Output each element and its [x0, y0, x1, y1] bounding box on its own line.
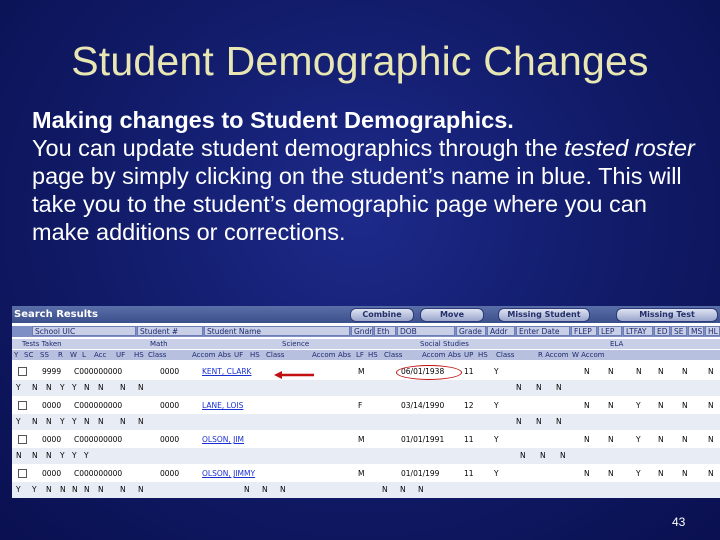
sub-column-header[interactable]: HS — [478, 351, 488, 359]
move-button[interactable]: Move — [420, 308, 484, 322]
flag: N — [636, 367, 642, 376]
col-school-uic[interactable]: School UIC — [32, 326, 136, 336]
test-flag: Y — [72, 417, 77, 426]
row-checkbox[interactable] — [18, 435, 27, 444]
table-row-tests — [12, 482, 720, 498]
col-se[interactable]: SE — [671, 326, 687, 336]
test-flag: N — [540, 451, 546, 460]
body-text-emphasis: tested roster — [564, 135, 695, 161]
table-row-tests — [12, 448, 720, 464]
flag: N — [682, 401, 688, 410]
section-science: Science — [282, 340, 310, 348]
school-uic: 0000 — [42, 435, 62, 444]
sub-column-header[interactable]: Class — [496, 351, 515, 359]
body-text-part2: page by simply clicking on the student’s name in blue. This will take you to the student’s demographic page where you can make additions or corrections. — [32, 163, 682, 245]
test-flag: N — [72, 485, 78, 494]
flag: N — [608, 469, 614, 478]
test-flag: Y — [84, 451, 89, 460]
student-number: C000000000 — [74, 401, 123, 410]
test-flag: N — [262, 485, 268, 494]
column-header-row — [12, 326, 720, 337]
table-row — [12, 466, 720, 482]
section-tests-taken: Tests Taken — [22, 340, 62, 348]
test-flag: Y — [72, 451, 77, 460]
sub-column-header[interactable]: HS — [368, 351, 378, 359]
test-flag: N — [536, 417, 542, 426]
test-flag: N — [556, 417, 562, 426]
addr: Y — [494, 435, 499, 444]
school-uic: 9999 — [42, 367, 62, 376]
test-flag: N — [46, 383, 52, 392]
test-flag: N — [560, 451, 566, 460]
gender: M — [358, 469, 365, 478]
section-social-studies: Social Studies — [420, 340, 469, 348]
sub-column-header[interactable]: Abs — [338, 351, 351, 359]
table-row — [12, 398, 720, 414]
sub-column-header-row — [12, 350, 720, 360]
test-flag: N — [382, 485, 388, 494]
slide-title: Student Demographic Changes — [71, 38, 649, 84]
sub-column-header[interactable]: HS — [250, 351, 260, 359]
test-flag: Y — [72, 383, 77, 392]
student-name-link[interactable]: LANE, LOIS — [202, 401, 244, 410]
test-flag: N — [84, 417, 90, 426]
test-flag: N — [244, 485, 250, 494]
sub-column-header[interactable]: Class — [266, 351, 285, 359]
test-flag: N — [46, 485, 52, 494]
sub-column-header[interactable]: R — [58, 351, 63, 359]
col-enter-date[interactable]: Enter Date — [516, 326, 570, 336]
page-number: 43 — [672, 515, 686, 529]
student-id: 0000 — [160, 469, 180, 478]
test-flag: N — [516, 417, 522, 426]
student-name-link[interactable]: KENT, CLARK — [202, 367, 252, 376]
test-flag: N — [98, 485, 104, 494]
sub-column-header[interactable]: SS — [40, 351, 49, 359]
test-flag: N — [16, 451, 22, 460]
sub-column-header[interactable]: UF — [234, 351, 244, 359]
gender: M — [358, 435, 365, 444]
search-results-screenshot — [12, 306, 720, 498]
flag: N — [584, 367, 590, 376]
test-flag: N — [418, 485, 424, 494]
sub-column-header[interactable]: W — [70, 351, 77, 359]
test-flag: N — [46, 417, 52, 426]
col-ed[interactable]: ED — [654, 326, 670, 336]
sub-column-header[interactable]: Class — [384, 351, 403, 359]
test-flag: N — [120, 417, 126, 426]
section-ela: ELA — [610, 340, 624, 348]
student-name-link[interactable]: OLSON, JIM — [202, 435, 245, 444]
col-grade[interactable]: Grade — [456, 326, 486, 336]
flag: N — [608, 435, 614, 444]
dob-highlight-circle — [396, 365, 462, 380]
test-flag: N — [536, 383, 542, 392]
gender: M — [358, 367, 365, 376]
missing-test-button[interactable]: Missing Test — [616, 308, 718, 322]
combine-button[interactable]: Combine — [350, 308, 414, 322]
student-number: C000000000 — [74, 367, 123, 376]
test-flag: N — [84, 485, 90, 494]
col-student-number[interactable]: Student # — [137, 326, 203, 336]
student-number: C000000000 — [74, 435, 123, 444]
sub-column-header[interactable]: UF — [116, 351, 126, 359]
test-flag: N — [84, 383, 90, 392]
gender: F — [358, 401, 363, 410]
flag: N — [708, 367, 714, 376]
test-flag: N — [32, 451, 38, 460]
flag: N — [584, 401, 590, 410]
dob: 06/01/1938 — [401, 367, 445, 376]
flag: N — [584, 469, 590, 478]
student-name-link[interactable]: OLSON, JIMMY — [202, 469, 256, 478]
flag: N — [708, 401, 714, 410]
dob: 01/01/199 — [401, 469, 440, 478]
addr: Y — [494, 469, 499, 478]
slide-body — [32, 106, 702, 246]
test-flag: Y — [32, 485, 37, 494]
flag: N — [682, 469, 688, 478]
sub-column-header[interactable]: SC — [24, 351, 34, 359]
flag: N — [682, 367, 688, 376]
test-flag: N — [32, 417, 38, 426]
table-row — [12, 432, 720, 448]
flag: N — [708, 469, 714, 478]
flag: N — [584, 435, 590, 444]
student-id: 0000 — [160, 435, 180, 444]
col-ms[interactable]: MS — [688, 326, 704, 336]
col-addr[interactable]: Addr — [487, 326, 515, 336]
grade: 11 — [464, 435, 474, 444]
flag: N — [658, 469, 664, 478]
sub-column-header[interactable]: R Accom — [538, 351, 569, 359]
test-flag: Y — [16, 417, 21, 426]
col-ethnicity[interactable]: Eth — [374, 326, 396, 336]
test-flag: Y — [60, 383, 65, 392]
sub-column-header[interactable]: Accom — [312, 351, 336, 359]
col-ltfay[interactable]: LTFAY — [623, 326, 653, 336]
sub-column-header[interactable]: L — [82, 351, 86, 359]
body-lead: Making changes to Student Demographics. — [32, 107, 514, 133]
row-checkbox[interactable] — [18, 469, 27, 478]
col-flep[interactable]: FLEP — [571, 326, 597, 336]
sub-column-header[interactable]: Class — [148, 351, 167, 359]
sub-column-header[interactable]: Accom — [192, 351, 216, 359]
test-flag: N — [32, 383, 38, 392]
section-header-row — [12, 339, 720, 349]
test-flag: N — [138, 383, 144, 392]
test-flag: Y — [16, 383, 21, 392]
sub-column-header[interactable]: W Accom — [572, 351, 605, 359]
flag: N — [608, 367, 614, 376]
test-flag: Y — [16, 485, 21, 494]
addr: Y — [494, 367, 499, 376]
pointer-arrow-icon — [274, 371, 314, 379]
school-uic: 0000 — [42, 401, 62, 410]
sub-column-header[interactable]: LF — [356, 351, 364, 359]
row-checkbox[interactable] — [18, 401, 27, 410]
test-flag: N — [556, 383, 562, 392]
dob: 03/14/1990 — [401, 401, 445, 410]
col-student-name[interactable]: Student Name — [204, 326, 350, 336]
addr: Y — [494, 401, 499, 410]
col-gender[interactable]: Gndr — [351, 326, 373, 336]
dob: 01/01/1991 — [401, 435, 445, 444]
grade: 12 — [464, 401, 474, 410]
search-results-title: Search Results — [14, 309, 98, 320]
test-flag: N — [520, 451, 526, 460]
flag: N — [682, 435, 688, 444]
sub-column-header[interactable]: HS — [134, 351, 144, 359]
test-flag: N — [46, 451, 52, 460]
grade: 11 — [464, 367, 474, 376]
test-flag: N — [280, 485, 286, 494]
row-checkbox[interactable] — [18, 367, 27, 376]
student-id: 0000 — [160, 401, 180, 410]
test-flag: N — [60, 485, 66, 494]
test-flag: N — [138, 417, 144, 426]
sub-column-header[interactable]: Abs — [218, 351, 231, 359]
missing-student-button[interactable]: Missing Student — [498, 308, 590, 322]
table-row-tests — [12, 414, 720, 430]
sub-column-header[interactable]: Abs — [448, 351, 461, 359]
flag: Y — [636, 435, 641, 444]
student-number: C000000000 — [74, 469, 123, 478]
flag: Y — [636, 401, 641, 410]
flag: N — [658, 435, 664, 444]
flag: N — [658, 401, 664, 410]
test-flag: N — [120, 383, 126, 392]
col-hl[interactable]: HL — [705, 326, 720, 336]
flag: N — [608, 401, 614, 410]
col-dob[interactable]: DOB — [397, 326, 455, 336]
test-flag: N — [400, 485, 406, 494]
body-text-part1: You can update student demographics through the — [32, 135, 565, 161]
test-flag: Y — [60, 417, 65, 426]
section-math: Math — [150, 340, 168, 348]
table-row — [12, 364, 720, 380]
flag: Y — [636, 469, 641, 478]
school-uic: 0000 — [42, 469, 62, 478]
table-row-tests — [12, 380, 720, 396]
col-lep[interactable]: LEP — [598, 326, 622, 336]
sub-column-header[interactable]: UP — [464, 351, 474, 359]
test-flag: N — [138, 485, 144, 494]
grade: 11 — [464, 469, 474, 478]
test-flag: N — [98, 383, 104, 392]
student-id: 0000 — [160, 367, 180, 376]
flag: N — [708, 435, 714, 444]
test-flag: N — [120, 485, 126, 494]
sub-column-header[interactable]: Acc — [94, 351, 107, 359]
sub-column-header[interactable]: Accom — [422, 351, 446, 359]
test-flag: N — [516, 383, 522, 392]
flag: N — [658, 367, 664, 376]
test-flag: N — [98, 417, 104, 426]
test-flag: Y — [60, 451, 65, 460]
sub-column-header[interactable]: Y — [14, 351, 19, 359]
search-results-header — [12, 306, 720, 323]
